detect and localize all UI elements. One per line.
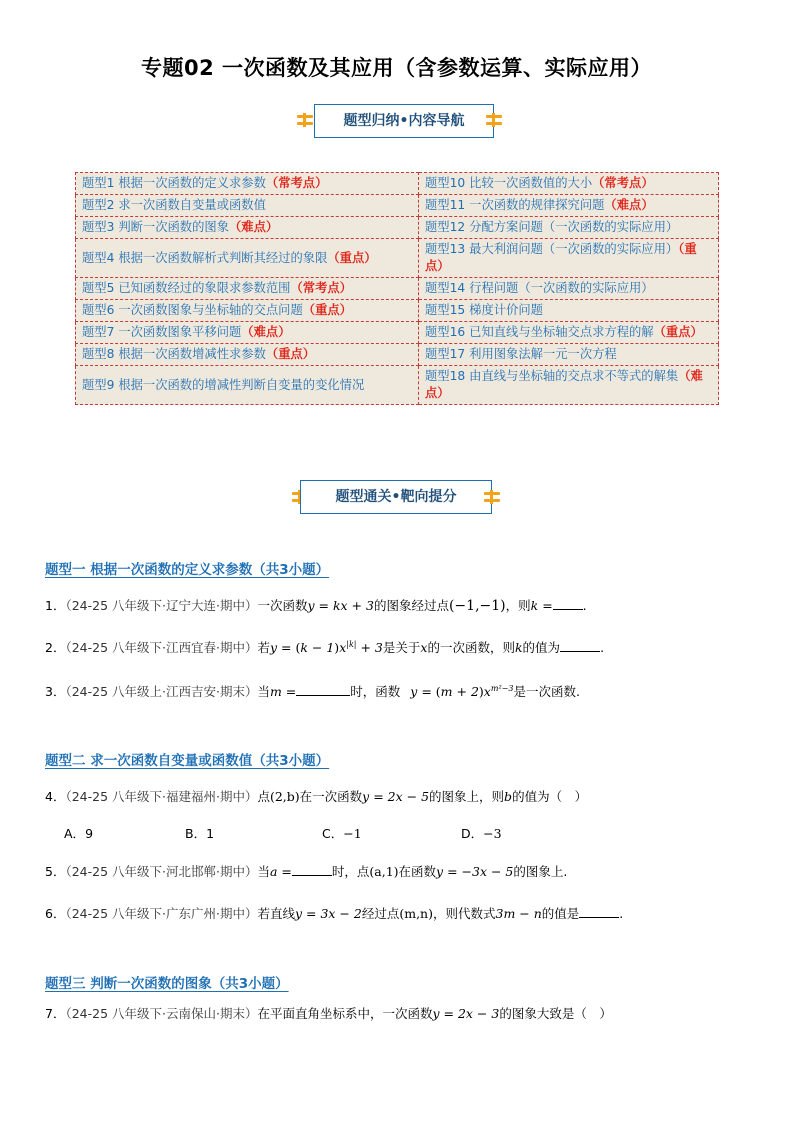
nav-item-left[interactable] xyxy=(76,217,419,239)
nav-item-label: 题型15 梯度计价问题 xyxy=(425,303,543,317)
math-variable: a = xyxy=(269,864,292,879)
nav-item-right[interactable] xyxy=(419,344,719,366)
nav-row xyxy=(76,278,719,300)
question-text: ，则代数式 xyxy=(432,906,496,921)
option-letter: D． xyxy=(461,826,484,841)
question-text: 的值是 xyxy=(541,906,580,921)
difficulty-tag: （难点） xyxy=(425,369,703,400)
question-2 xyxy=(45,638,604,656)
answer-blank[interactable] xyxy=(296,683,350,696)
question-text: 的值为 xyxy=(522,640,561,655)
difficulty-tag: （重点） xyxy=(425,242,697,273)
nav-row xyxy=(76,239,719,278)
question-text: 的图象经过点 xyxy=(373,598,449,613)
option-letter: C． xyxy=(322,826,344,841)
math-expression: y = −3x − 5 xyxy=(436,864,514,879)
question-text: 一次函数 xyxy=(257,598,308,613)
nav-item-left[interactable] xyxy=(76,173,419,195)
option-a[interactable] xyxy=(64,824,93,842)
difficulty-tag: （重点） xyxy=(327,250,377,265)
question-text: 当 xyxy=(257,864,270,879)
banner-right-decoration-icon xyxy=(484,490,500,504)
nav-item-right[interactable] xyxy=(419,239,719,278)
math-point: (2,b) xyxy=(269,789,300,804)
question-text: 的一次函数，则 xyxy=(427,640,515,655)
math-expression: y = 2x − 5 xyxy=(362,789,430,804)
section-heading-1: 题型一 根据一次函数的定义求参数（共3小题） xyxy=(45,562,330,578)
nav-item-label: 题型1 根据一次函数的定义求参数 xyxy=(82,176,266,190)
nav-item-right[interactable] xyxy=(419,195,719,217)
nav-item-label: 题型13 最大利润问题（一次函数的实际应用） xyxy=(425,242,679,256)
question-text: 的值为（ ） xyxy=(512,789,588,804)
nav-item-right[interactable] xyxy=(419,278,719,300)
nav-item-label: 题型8 根据一次函数增减性求参数 xyxy=(82,347,266,361)
nav-row xyxy=(76,173,719,195)
nav-item-left[interactable] xyxy=(76,366,419,405)
page-title: 专题02 一次函数及其应用（含参数运算、实际应用） xyxy=(140,56,653,80)
question-number: 3． xyxy=(45,684,66,699)
math-expression: $y = (m + 2)x^{m^2-3}$ xyxy=(410,683,514,699)
nav-item-label: 题型11 一次函数的规律探究问题 xyxy=(425,198,605,212)
nav-item-right[interactable] xyxy=(419,322,719,344)
practice-banner: 题型通关•靶向提分 xyxy=(300,480,492,514)
math-point: (−1,−1) xyxy=(448,598,506,614)
math-expression: $y = (k - 1)x^{|k|} + 3$ xyxy=(269,639,383,655)
question-number: 1． xyxy=(45,598,66,613)
nav-item-left[interactable] xyxy=(76,278,419,300)
nav-item-left[interactable] xyxy=(76,344,419,366)
nav-item-right[interactable] xyxy=(419,366,719,405)
question-text: . xyxy=(619,906,624,921)
nav-item-label: 题型5 已知函数经过的象限求参数范围 xyxy=(82,281,291,295)
question-1 xyxy=(45,596,587,614)
question-7 xyxy=(45,1004,612,1022)
question-text: ，则 xyxy=(505,598,531,613)
question-number: 5． xyxy=(45,864,66,879)
question-6 xyxy=(45,904,623,922)
question-text: 时，点 xyxy=(331,864,370,879)
question-source: （24-25 八年级下·广东广州·期中） xyxy=(65,906,258,921)
nav-item-label: 题型18 由直线与坐标轴的交点求不等式的解集 xyxy=(425,369,679,383)
question-text: 是一次函数. xyxy=(513,684,580,699)
difficulty-tag: （重点） xyxy=(302,303,352,317)
math-point: (m,n) xyxy=(399,906,433,921)
nav-item-label: 题型6 一次函数图象与坐标轴的交点问题 xyxy=(82,303,303,317)
math-point: (a,1) xyxy=(369,864,399,879)
nav-item-right[interactable] xyxy=(419,173,719,195)
question-number: 4． xyxy=(45,789,66,804)
nav-item-left[interactable] xyxy=(76,300,419,322)
question-5 xyxy=(45,862,567,880)
math-expression: y = 3x − 2 xyxy=(294,906,362,921)
answer-blank[interactable] xyxy=(560,639,600,652)
nav-row xyxy=(76,366,719,405)
question-3 xyxy=(45,682,580,700)
difficulty-tag: （难点） xyxy=(229,220,279,234)
math-expression: y = 2x − 3 xyxy=(432,1006,500,1021)
option-value: −1 xyxy=(343,826,362,841)
banner-left-decoration-icon xyxy=(297,113,313,127)
question-text: 经过点 xyxy=(361,906,400,921)
nav-item-label: 题型3 判断一次函数的图象 xyxy=(82,220,229,234)
nav-item-label: 题型17 利用图象法解一元一次方程 xyxy=(425,347,617,361)
question-number: 6． xyxy=(45,906,66,921)
difficulty-tag: （常考点） xyxy=(290,281,352,295)
question-text: . xyxy=(582,598,587,613)
section-heading-2: 题型二 求一次函数自变量或函数值（共3小题） xyxy=(45,753,330,769)
question-text: 时，函数 xyxy=(350,684,401,699)
nav-item-left[interactable] xyxy=(76,322,419,344)
answer-blank[interactable] xyxy=(292,863,332,876)
math-expression: y = kx + 3 xyxy=(307,598,374,613)
math-variable: k xyxy=(514,640,523,655)
math-variable: b xyxy=(504,789,513,804)
option-letter: A． xyxy=(64,826,86,841)
nav-item-right[interactable] xyxy=(419,217,719,239)
nav-banner: 题型归纳•内容导航 xyxy=(314,104,494,138)
question-text: 在函数 xyxy=(398,864,437,879)
nav-item-label: 题型2 求一次函数自变量或函数值 xyxy=(82,198,266,212)
nav-row xyxy=(76,300,719,322)
question-source: （24-25 八年级下·福建福州·期中） xyxy=(65,789,258,804)
question-source: （24-25 八年级下·辽宁大连·期中） xyxy=(65,598,258,613)
question-source: （24-25 八年级下·云南保山·期末） xyxy=(65,1006,258,1021)
math-variable: m = xyxy=(269,684,297,699)
nav-item-label: 题型4 根据一次函数解析式判断其经过的象限 xyxy=(82,250,328,265)
difficulty-tag: （重点） xyxy=(265,347,316,361)
math-expression: 3m − n xyxy=(495,906,542,921)
nav-item-label: 题型7 一次函数图象平移问题 xyxy=(82,325,242,339)
nav-item-left[interactable] xyxy=(76,239,419,278)
question-text: 点 xyxy=(257,789,270,804)
option-b[interactable] xyxy=(185,824,214,842)
nav-row xyxy=(76,217,719,239)
difficulty-tag: （难点） xyxy=(241,325,291,339)
math-variable: x xyxy=(420,640,428,655)
difficulty-tag: （重点） xyxy=(653,325,703,339)
question-text: 的图象大致是（ ） xyxy=(499,1006,612,1021)
question-number: 2． xyxy=(45,640,66,655)
question-text: 的图象上，则 xyxy=(429,789,505,804)
question-text: 是关于 xyxy=(382,640,421,655)
nav-item-right[interactable] xyxy=(419,300,719,322)
question-source: （24-25 八年级下·江西宜春·期中） xyxy=(65,640,258,655)
banner-right-decoration-icon xyxy=(486,113,502,127)
question-source: （24-25 八年级上·江西吉安·期末） xyxy=(65,684,258,699)
nav-item-label: 题型16 已知直线与坐标轴交点求方程的解 xyxy=(425,325,654,339)
question-text: 在一次函数 xyxy=(299,789,363,804)
option-value: −3 xyxy=(483,826,502,841)
nav-item-label: 题型9 根据一次函数的增减性判断自变量的变化情况 xyxy=(82,377,365,392)
question-text: 当 xyxy=(257,684,270,699)
option-value: 9 xyxy=(85,826,94,841)
nav-row xyxy=(76,195,719,217)
question-text: 若直线 xyxy=(257,906,295,921)
nav-item-label: 题型10 比较一次函数值的大小 xyxy=(425,176,593,190)
question-text: 若 xyxy=(257,640,270,655)
nav-item-label: 题型14 行程问题（一次函数的实际应用） xyxy=(425,281,654,295)
difficulty-tag: （难点） xyxy=(604,198,654,212)
option-letter: B． xyxy=(185,826,207,841)
option-value: 1 xyxy=(206,826,215,841)
nav-item-label: 题型12 分配方案问题（一次函数的实际应用） xyxy=(425,220,679,234)
question-text: 的图象上. xyxy=(513,864,568,879)
option-d[interactable] xyxy=(461,824,502,842)
question-text: 在平面直角坐标系中，一次函数 xyxy=(257,1006,433,1021)
nav-item-left[interactable] xyxy=(76,195,419,217)
answer-blank[interactable] xyxy=(553,597,583,610)
difficulty-tag: （常考点） xyxy=(592,176,654,190)
math-variable: k = xyxy=(530,598,553,613)
answer-blank[interactable] xyxy=(579,905,619,918)
nav-row xyxy=(76,322,719,344)
question-number: 7． xyxy=(45,1006,66,1021)
nav-row xyxy=(76,344,719,366)
question-source: （24-25 八年级下·河北邯郸·期中） xyxy=(65,864,258,879)
difficulty-tag: （常考点） xyxy=(265,176,328,190)
question-4 xyxy=(45,787,587,805)
question-text: . xyxy=(600,640,605,655)
option-c[interactable] xyxy=(322,824,362,842)
section-heading-3: 题型三 判断一次函数的图象（共3小题） xyxy=(45,976,289,992)
topic-navigation-table xyxy=(75,172,719,405)
